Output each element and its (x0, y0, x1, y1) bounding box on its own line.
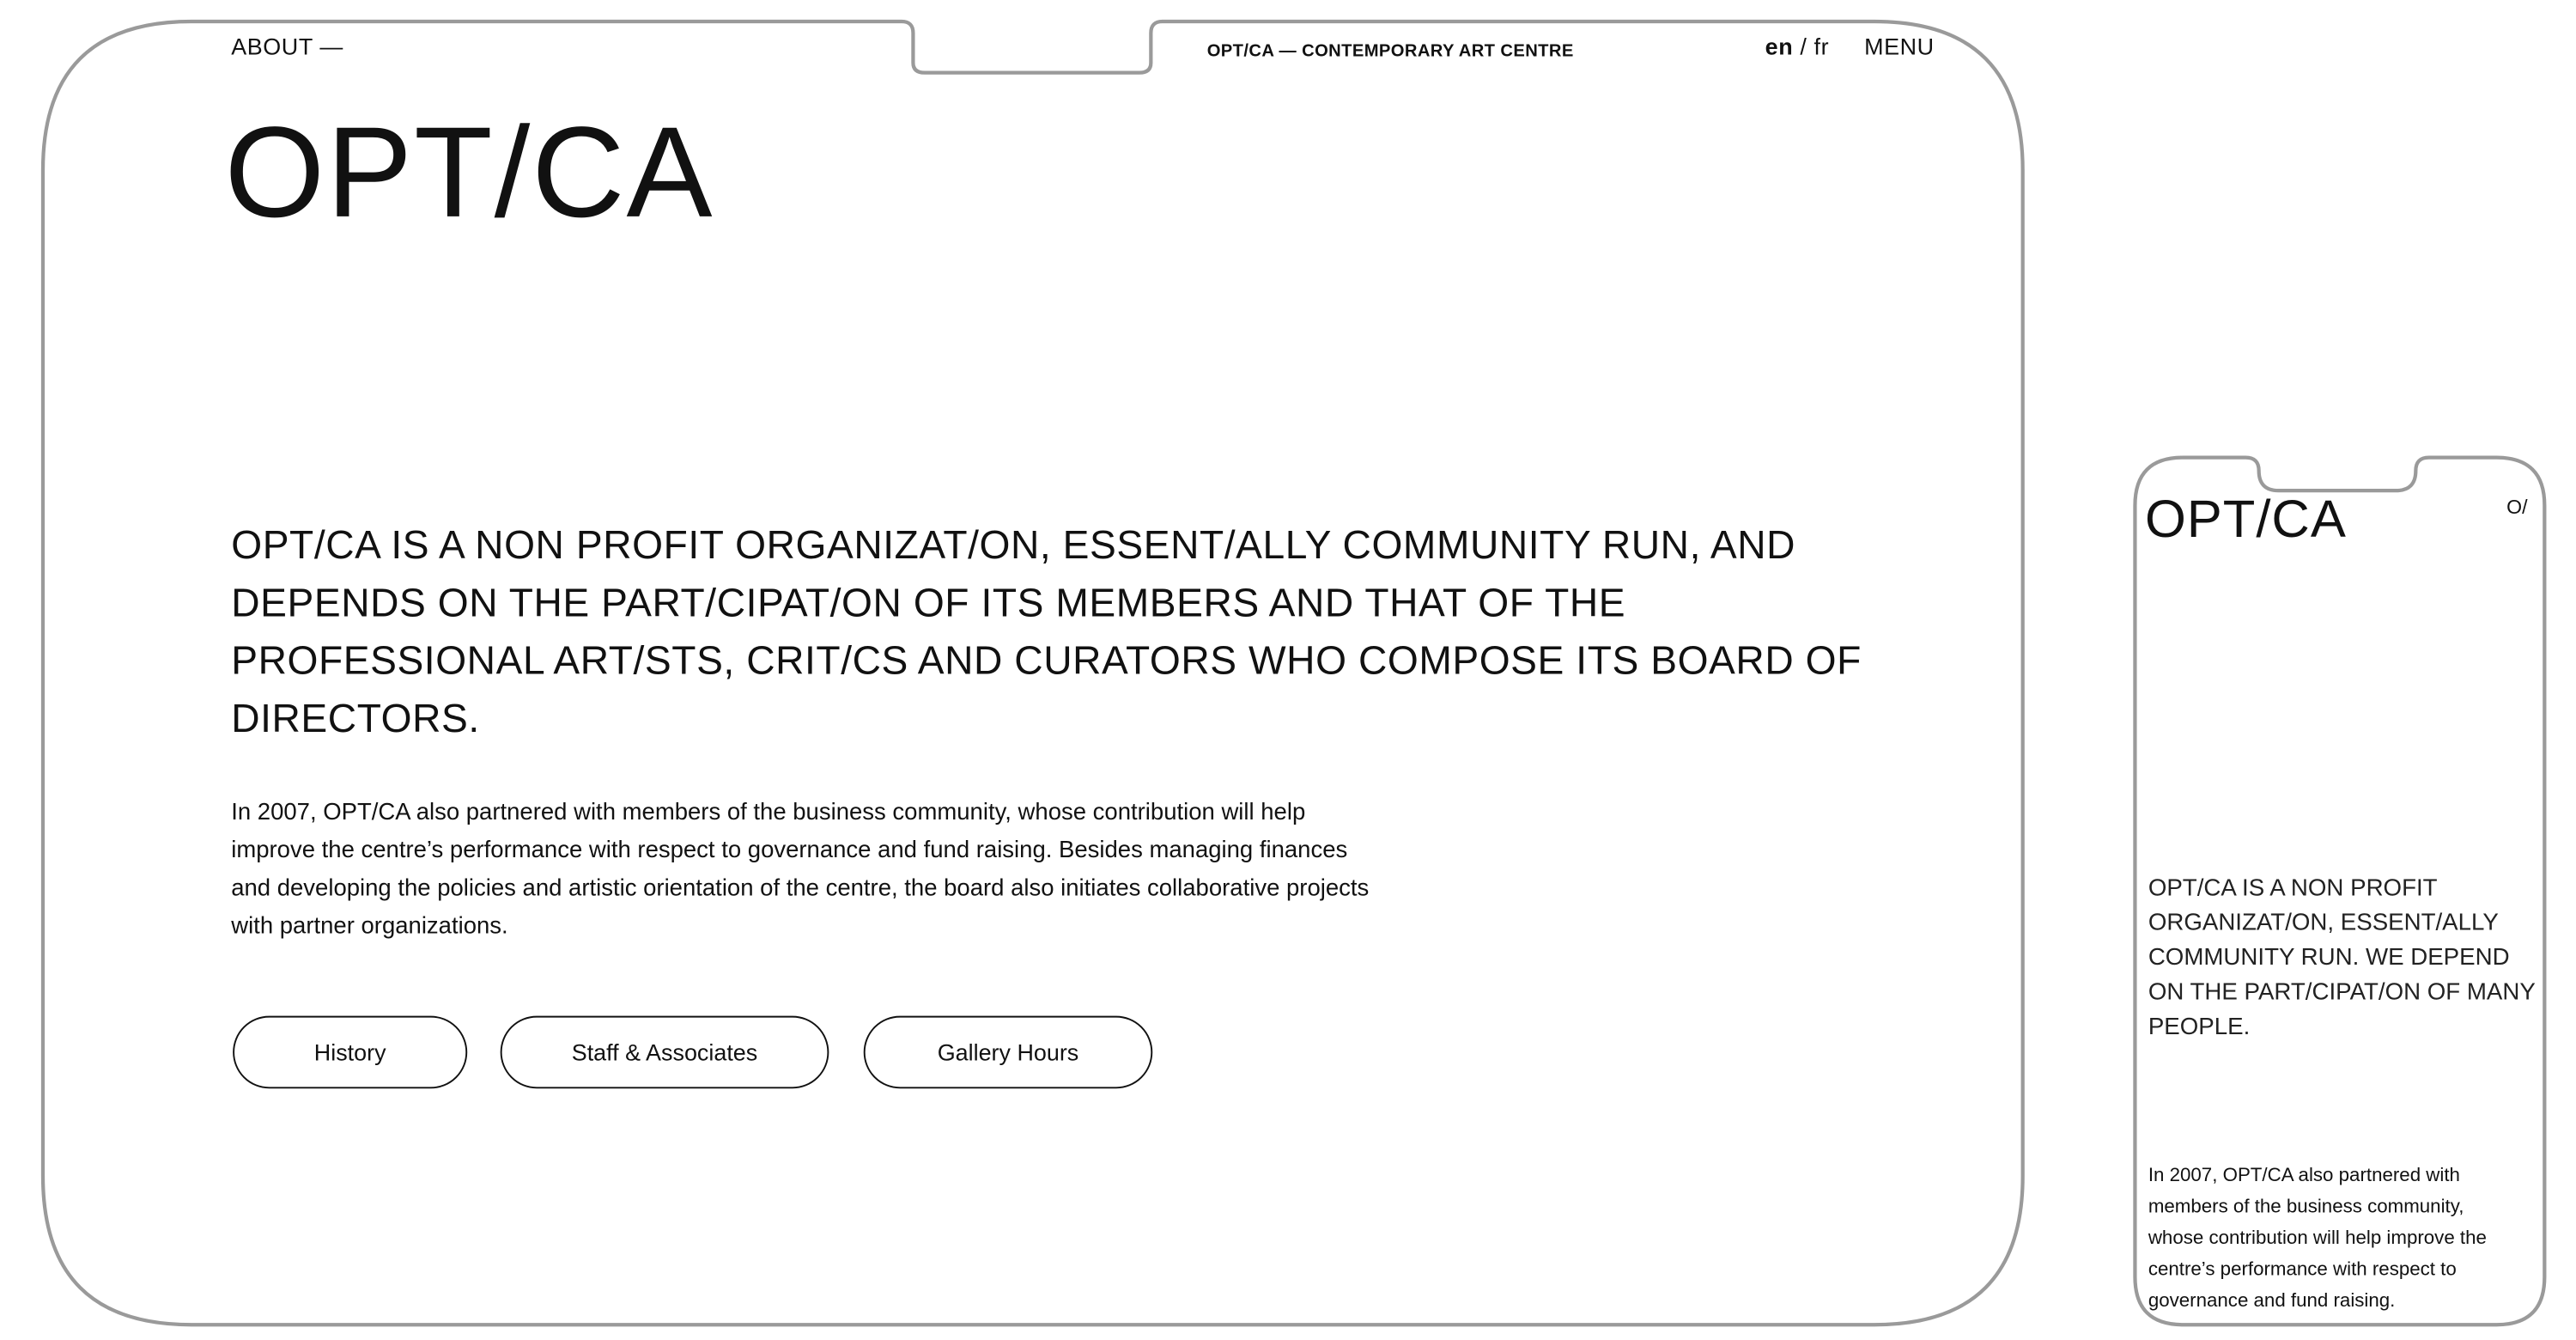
nav-about-link[interactable]: ABOUT — (231, 33, 343, 60)
mobile-mission-statement: OPT/CA IS A NON PROFIT ORGANIZAT/ON, ESSENT/ALLY COMMUNITY RUN. WE DEPEND ON THE PART/CIPAT/ON OF MANY PEOPLE. (2148, 875, 2536, 1041)
gallery-hours-button[interactable]: Gallery Hours (864, 1016, 1153, 1089)
lang-separator: / (1800, 33, 1807, 60)
menu-button[interactable]: MENU (1864, 33, 1935, 60)
mission-statement: OPT/CA IS A NON PROFIT ORGANIZAT/ON, ESSENT/ALLY COMMUNITY RUN, AND DEPENDS ON THE PART/CIPAT/ON OF ITS MEMBERS AND THAT OF THE PROFESSIONAL ART/STS, CRIT/CS AND CURATORS WHO COMPOSE ITS BOARD OF DIRECTORS. (231, 523, 1862, 742)
lang-fr-link[interactable]: fr (1814, 33, 1830, 60)
hero-title: OPT/CA (224, 99, 714, 245)
staff-associates-button[interactable]: Staff & Associates (501, 1016, 829, 1089)
site-title-link[interactable]: OPT/CA — CONTEMPORARY ART CENTRE (1206, 41, 1574, 62)
mobile-hero-title: OPT/CA (2144, 489, 2347, 549)
history-button[interactable]: History (233, 1016, 467, 1089)
about-paragraph: In 2007, OPT/CA also partnered with members of the business community, whose contribution will help improve the centre’s performance with respect to governance and fund raising. Besides managing finances and developing the policies and artistic orientation of the centre, the board also initiates collaborative projects with partner organizations. (231, 799, 1370, 941)
language-switcher (1765, 33, 1829, 59)
mobile-menu-icon[interactable]: O/ (2506, 495, 2528, 519)
mobile-about-paragraph: In 2007, OPT/CA also partnered with members of the business community, whose contribution will help improve the centre’s performance with respect to governance and fund raising. (2148, 1164, 2487, 1312)
lang-en-link[interactable]: en (1765, 33, 1794, 60)
